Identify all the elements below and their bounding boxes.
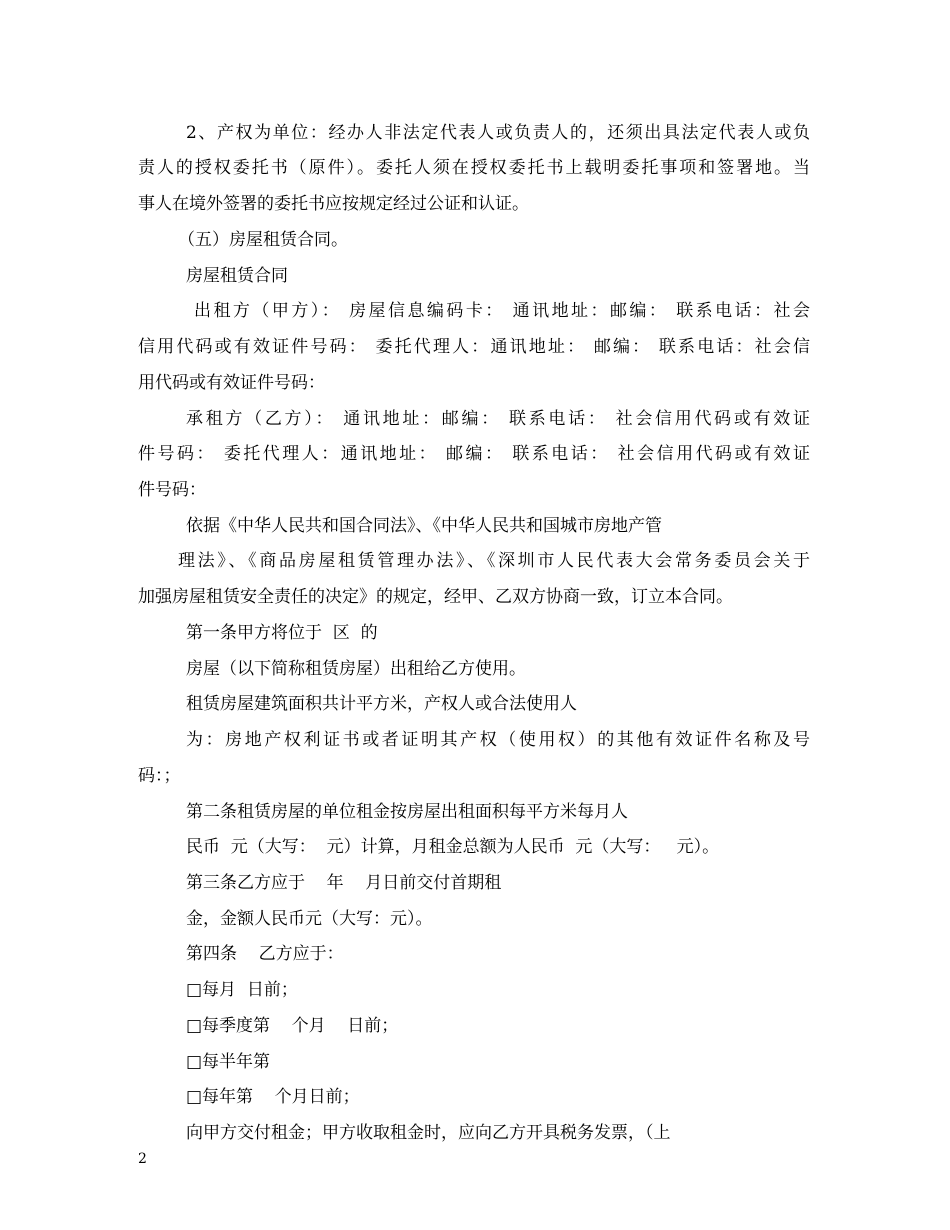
paragraph-line: 房屋（以下简称租赁房屋）出租给乙方使用。 xyxy=(186,659,526,679)
paragraph-line: 件号码： 委托代理人：通讯地址： 邮编： 联系电话： 社会信用代码或有效证 xyxy=(138,444,810,464)
paragraph-line: 加强房屋租赁安全责任的决定》的规定，经甲、乙双方协商一致，订立本合同。 xyxy=(138,587,733,607)
paragraph-line: 金，金额人民币元（大写：元）。 xyxy=(186,909,433,929)
paragraph-line: 租赁房屋建筑面积共计平方米，产权人或合法使用人 xyxy=(186,694,577,714)
paragraph-line: 事人在境外签署的委托书应按规定经过公证和认证。 xyxy=(138,194,529,214)
paragraph-line: 信用代码或有效证件号码： 委托代理人：通讯地址： 邮编： 联系电话：社会信 xyxy=(138,337,810,357)
article-4-line: 第四条 乙方应于： xyxy=(186,944,344,964)
paragraph-line: 为：房地产权利证书或者证明其产权（使用权）的其他有效证件名称及号 xyxy=(186,730,810,750)
checkbox-option-half-yearly: □每半年第 xyxy=(186,1052,271,1072)
paragraph-line: 向甲方交付租金；甲方收取租金时，应向乙方开具税务发票，（上 xyxy=(186,1123,671,1143)
contract-title: 房屋租赁合同 xyxy=(186,266,288,286)
page-number: 2 xyxy=(138,1151,147,1167)
section-heading: （五）房屋租赁合同。 xyxy=(178,230,348,250)
article-2-line: 第二条租赁房屋的单位租金按房屋出租面积每平方米每月人 xyxy=(186,802,628,822)
checkbox-option-yearly: □每年第 个月日前； xyxy=(186,1087,360,1107)
paragraph-line: 民币 元（大写： 元）计算，月租金总额为人民币 元（大写： 元）。 xyxy=(186,837,720,857)
article-1-line: 第一条甲方将位于 区 的 xyxy=(186,623,378,643)
article-3-line: 第三条乙方应于 年 月日前交付首期租 xyxy=(186,873,502,893)
paragraph-line: 理法》、《商品房屋租赁管理办法》、《深圳市人民代表大会常务委员会关于 xyxy=(178,551,810,571)
checkbox-option-monthly: □每月 日前； xyxy=(186,980,298,1000)
paragraph-line: 码：； xyxy=(138,766,181,786)
checkbox-option-quarterly: □每季度第 个月 日前； xyxy=(186,1016,399,1036)
paragraph-line: 2、产权为单位：经办人非法定代表人或负责人的，还须出具法定代表人或负 xyxy=(186,123,810,143)
paragraph-line: 用代码或有效证件号码： xyxy=(138,373,325,393)
paragraph-line: 承租方（乙方）： 通讯地址：邮编： 联系电话： 社会信用代码或有效证 xyxy=(186,409,810,429)
paragraph-line: 件号码： xyxy=(138,480,206,500)
paragraph-line: 责人的授权委托书（原件）。委托人须在授权委托书上载明委托事项和签署地。当 xyxy=(138,158,810,178)
paragraph-line: 出租方（甲方）： 房屋信息编码卡： 通讯地址：邮编： 联系电话：社会 xyxy=(194,301,810,321)
paragraph-line: 依据《中华人民共和国合同法》、《中华人民共和国城市房地产管 xyxy=(186,516,662,536)
